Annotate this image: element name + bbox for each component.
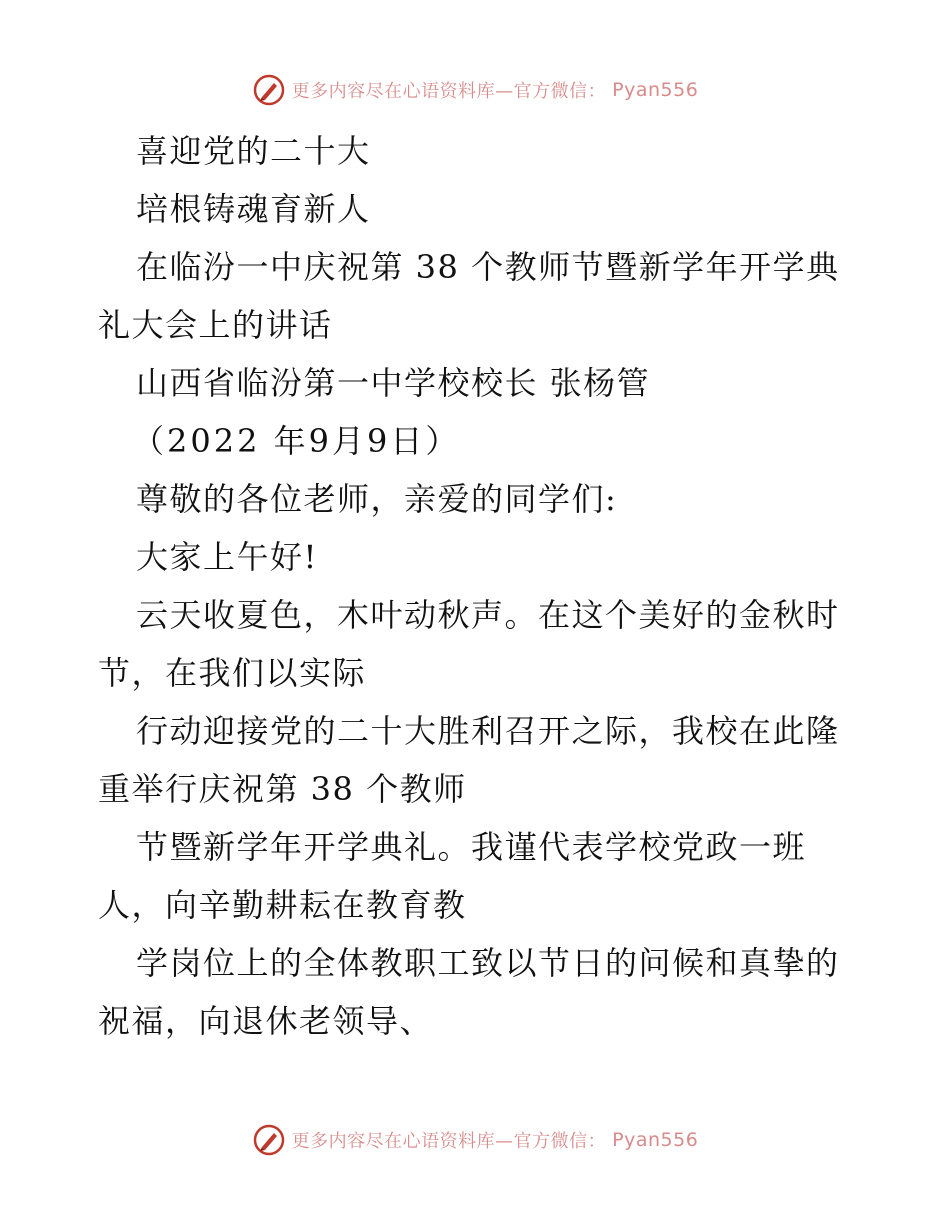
doc-greeting: 尊敬的各位老师，亲爱的同学们:: [136, 480, 618, 518]
doc-subtitle-line-1: 在临汾一中庆祝第 38 个教师节暨新学年开学典: [136, 248, 840, 286]
footer-banner-text: 更多内容尽在心语资料库—官方微信：: [291, 1131, 607, 1152]
header-banner-text: 更多内容尽在心语资料库—官方微信：: [291, 81, 607, 102]
pen-logo-icon: [252, 1123, 286, 1157]
doc-paragraph-line: 节，在我们以实际: [98, 654, 367, 692]
doc-paragraph-line: 学岗位上的全体教职工致以节日的问候和真挚的: [136, 944, 840, 982]
doc-greeting-2: 大家上午好!: [136, 538, 318, 576]
header-wechat-id: Pyan556: [612, 79, 699, 101]
doc-subtitle-line-2: 礼大会上的讲话: [98, 306, 333, 344]
doc-paragraph-line: 人，向辛勤耕耘在教育教: [98, 886, 467, 924]
document-body: [98, 122, 858, 1050]
doc-paragraph-line: 云天收夏色，木叶动秋声。在这个美好的金秋时: [136, 596, 840, 634]
footer-wechat-id: Pyan556: [612, 1129, 699, 1151]
header-banner-content: [252, 73, 699, 107]
doc-title-line-1: 喜迎党的二十大: [136, 132, 371, 170]
header-banner: [0, 70, 950, 110]
doc-title-line-2: 培根铸魂育新人: [136, 190, 371, 228]
doc-paragraph-line: 节暨新学年开学典礼。我谨代表学校党政一班: [136, 828, 807, 866]
doc-paragraph-line: 重举行庆祝第 38 个教师: [98, 770, 467, 808]
doc-paragraph-line: 祝福，向退休老领导、: [98, 1002, 434, 1040]
footer-banner: [0, 1120, 950, 1160]
footer-banner-content: [252, 1123, 699, 1157]
doc-author: 山西省临汾第一中学校校长 张杨管: [136, 364, 651, 402]
doc-paragraph-line: 行动迎接党的二十大胜利召开之际，我校在此隆: [136, 712, 840, 750]
pen-logo-icon: [252, 73, 286, 107]
doc-date: （2022 年9月9日）: [132, 422, 461, 460]
